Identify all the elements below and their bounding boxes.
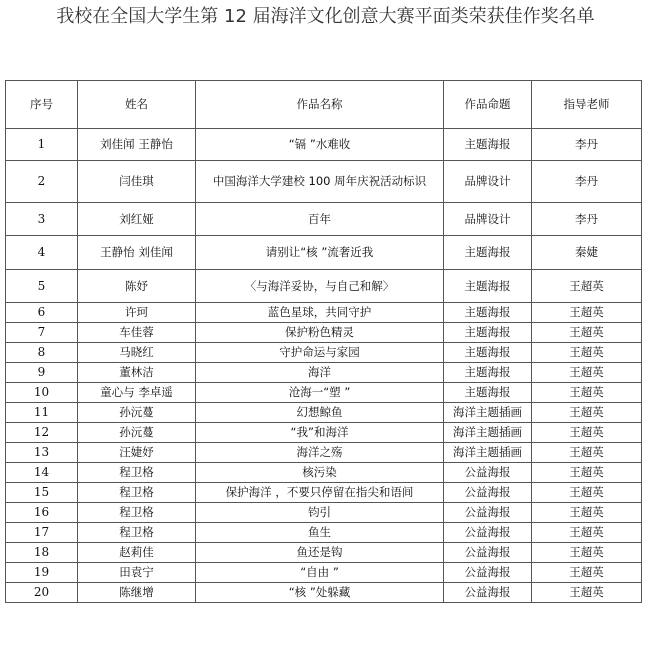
cell-advisor: 李丹 [532, 129, 642, 161]
cell-advisor: 王超英 [532, 483, 642, 503]
header-name: 姓名 [78, 81, 196, 129]
cell-advisor: 王超英 [532, 403, 642, 423]
cell-category: 品牌设计 [444, 203, 532, 236]
cell-category: 公益海报 [444, 463, 532, 483]
cell-name: 陈继增 [78, 583, 196, 603]
cell-category: 公益海报 [444, 583, 532, 603]
cell-work: 鱼还是钩 [196, 543, 444, 563]
cell-advisor: 王超英 [532, 303, 642, 323]
cell-work: 百年 [196, 203, 444, 236]
cell-advisor: 王超英 [532, 503, 642, 523]
cell-no: 19 [6, 563, 78, 583]
cell-name: 汪婕妤 [78, 443, 196, 463]
cell-category: 品牌设计 [444, 161, 532, 203]
cell-category: 公益海报 [444, 563, 532, 583]
table-row [6, 403, 642, 423]
cell-work: 〈与海洋妥协，与自己和解〉 [196, 270, 444, 303]
cell-no: 17 [6, 523, 78, 543]
cell-name: 闫佳琪 [78, 161, 196, 203]
header-advisor: 指导老师 [532, 81, 642, 129]
cell-no: 20 [6, 583, 78, 603]
table-row [6, 463, 642, 483]
cell-work: 蓝色星球，共同守护 [196, 303, 444, 323]
cell-advisor: 王超英 [532, 323, 642, 343]
cell-name: 董林洁 [78, 363, 196, 383]
table-row [6, 161, 642, 203]
cell-category: 主题海报 [444, 323, 532, 343]
cell-no: 13 [6, 443, 78, 463]
cell-advisor: 王超英 [532, 443, 642, 463]
cell-category: 主题海报 [444, 343, 532, 363]
cell-work: 钧引 [196, 503, 444, 523]
cell-name: 刘红娅 [78, 203, 196, 236]
cell-work: 核污染 [196, 463, 444, 483]
cell-advisor: 王超英 [532, 463, 642, 483]
cell-no: 14 [6, 463, 78, 483]
cell-advisor: 王超英 [532, 523, 642, 543]
cell-name: 王静怡 刘佳闻 [78, 236, 196, 270]
table-row [6, 563, 642, 583]
cell-no: 4 [6, 236, 78, 270]
cell-category: 公益海报 [444, 503, 532, 523]
table-row [6, 236, 642, 270]
cell-category: 公益海报 [444, 483, 532, 503]
awards-table [5, 80, 642, 603]
cell-name: 孙沅蔓 [78, 403, 196, 423]
cell-name: 程卫格 [78, 523, 196, 543]
cell-no: 9 [6, 363, 78, 383]
cell-work: 鱼生 [196, 523, 444, 543]
table-row [6, 363, 642, 383]
cell-work: 请别让“核 ”流奢近我 [196, 236, 444, 270]
cell-no: 16 [6, 503, 78, 523]
cell-no: 7 [6, 323, 78, 343]
cell-name: 赵莉佳 [78, 543, 196, 563]
table-row [6, 543, 642, 563]
cell-work: 海洋 [196, 363, 444, 383]
cell-name: 刘佳闻 王静怡 [78, 129, 196, 161]
cell-name: 孙沅蔓 [78, 423, 196, 443]
cell-name: 陈妤 [78, 270, 196, 303]
cell-name: 程卫格 [78, 483, 196, 503]
cell-name: 许珂 [78, 303, 196, 323]
table-row [6, 303, 642, 323]
cell-work: 保护粉色精灵 [196, 323, 444, 343]
table-header-row [6, 81, 642, 129]
table-row [6, 270, 642, 303]
table-row [6, 483, 642, 503]
cell-work: “核 ”处躲藏 [196, 583, 444, 603]
cell-name: 程卫格 [78, 503, 196, 523]
cell-work: “自由 ” [196, 563, 444, 583]
header-work: 作品名称 [196, 81, 444, 129]
cell-advisor: 王超英 [532, 583, 642, 603]
cell-category: 主题海报 [444, 303, 532, 323]
table-row [6, 443, 642, 463]
cell-no: 6 [6, 303, 78, 323]
cell-advisor: 王超英 [532, 543, 642, 563]
cell-no: 12 [6, 423, 78, 443]
cell-work: “镉 ”水难收 [196, 129, 444, 161]
cell-work: 沧海一“塑 ” [196, 383, 444, 403]
cell-category: 海洋主题插画 [444, 443, 532, 463]
cell-work: 幻想鲸鱼 [196, 403, 444, 423]
table-row [6, 343, 642, 363]
table-row [6, 423, 642, 443]
cell-work: 海洋之殇 [196, 443, 444, 463]
cell-no: 5 [6, 270, 78, 303]
table-row [6, 523, 642, 543]
cell-work: 中国海洋大学建校 100 周年庆祝活动标识 [196, 161, 444, 203]
cell-no: 2 [6, 161, 78, 203]
cell-name: 程卫格 [78, 463, 196, 483]
table-row [6, 203, 642, 236]
cell-advisor: 李丹 [532, 161, 642, 203]
cell-no: 18 [6, 543, 78, 563]
cell-name: 车佳蓉 [78, 323, 196, 343]
page-title: 我校在全国大学生第 12 届海洋文化创意大赛平面类荣获佳作奖名单 [56, 6, 595, 27]
cell-no: 10 [6, 383, 78, 403]
cell-name: 童心与 李卓遥 [78, 383, 196, 403]
cell-advisor: 王超英 [532, 343, 642, 363]
cell-category: 海洋主题插画 [444, 403, 532, 423]
cell-no: 1 [6, 129, 78, 161]
cell-no: 8 [6, 343, 78, 363]
cell-work: 保护海洋 ，不要只停留在指尖和语间 [196, 483, 444, 503]
cell-work: “我”和海洋 [196, 423, 444, 443]
cell-category: 主题海报 [444, 270, 532, 303]
cell-advisor: 秦婕 [532, 236, 642, 270]
cell-no: 11 [6, 403, 78, 423]
cell-category: 主题海报 [444, 383, 532, 403]
cell-advisor: 王超英 [532, 383, 642, 403]
cell-advisor: 王超英 [532, 363, 642, 383]
cell-category: 主题海报 [444, 129, 532, 161]
header-category: 作品命题 [444, 81, 532, 129]
cell-no: 15 [6, 483, 78, 503]
cell-category: 主题海报 [444, 363, 532, 383]
cell-no: 3 [6, 203, 78, 236]
table-row [6, 323, 642, 343]
cell-category: 主题海报 [444, 236, 532, 270]
table-row [6, 129, 642, 161]
header-no: 序号 [6, 81, 78, 129]
cell-advisor: 王超英 [532, 423, 642, 443]
table-row [6, 583, 642, 603]
cell-name: 田袁宁 [78, 563, 196, 583]
cell-category: 公益海报 [444, 543, 532, 563]
cell-name: 马晓红 [78, 343, 196, 363]
table-row [6, 383, 642, 403]
cell-work: 守护命运与家园 [196, 343, 444, 363]
cell-advisor: 李丹 [532, 203, 642, 236]
cell-advisor: 王超英 [532, 563, 642, 583]
cell-category: 海洋主题插画 [444, 423, 532, 443]
table-row [6, 503, 642, 523]
cell-category: 公益海报 [444, 523, 532, 543]
cell-advisor: 王超英 [532, 270, 642, 303]
